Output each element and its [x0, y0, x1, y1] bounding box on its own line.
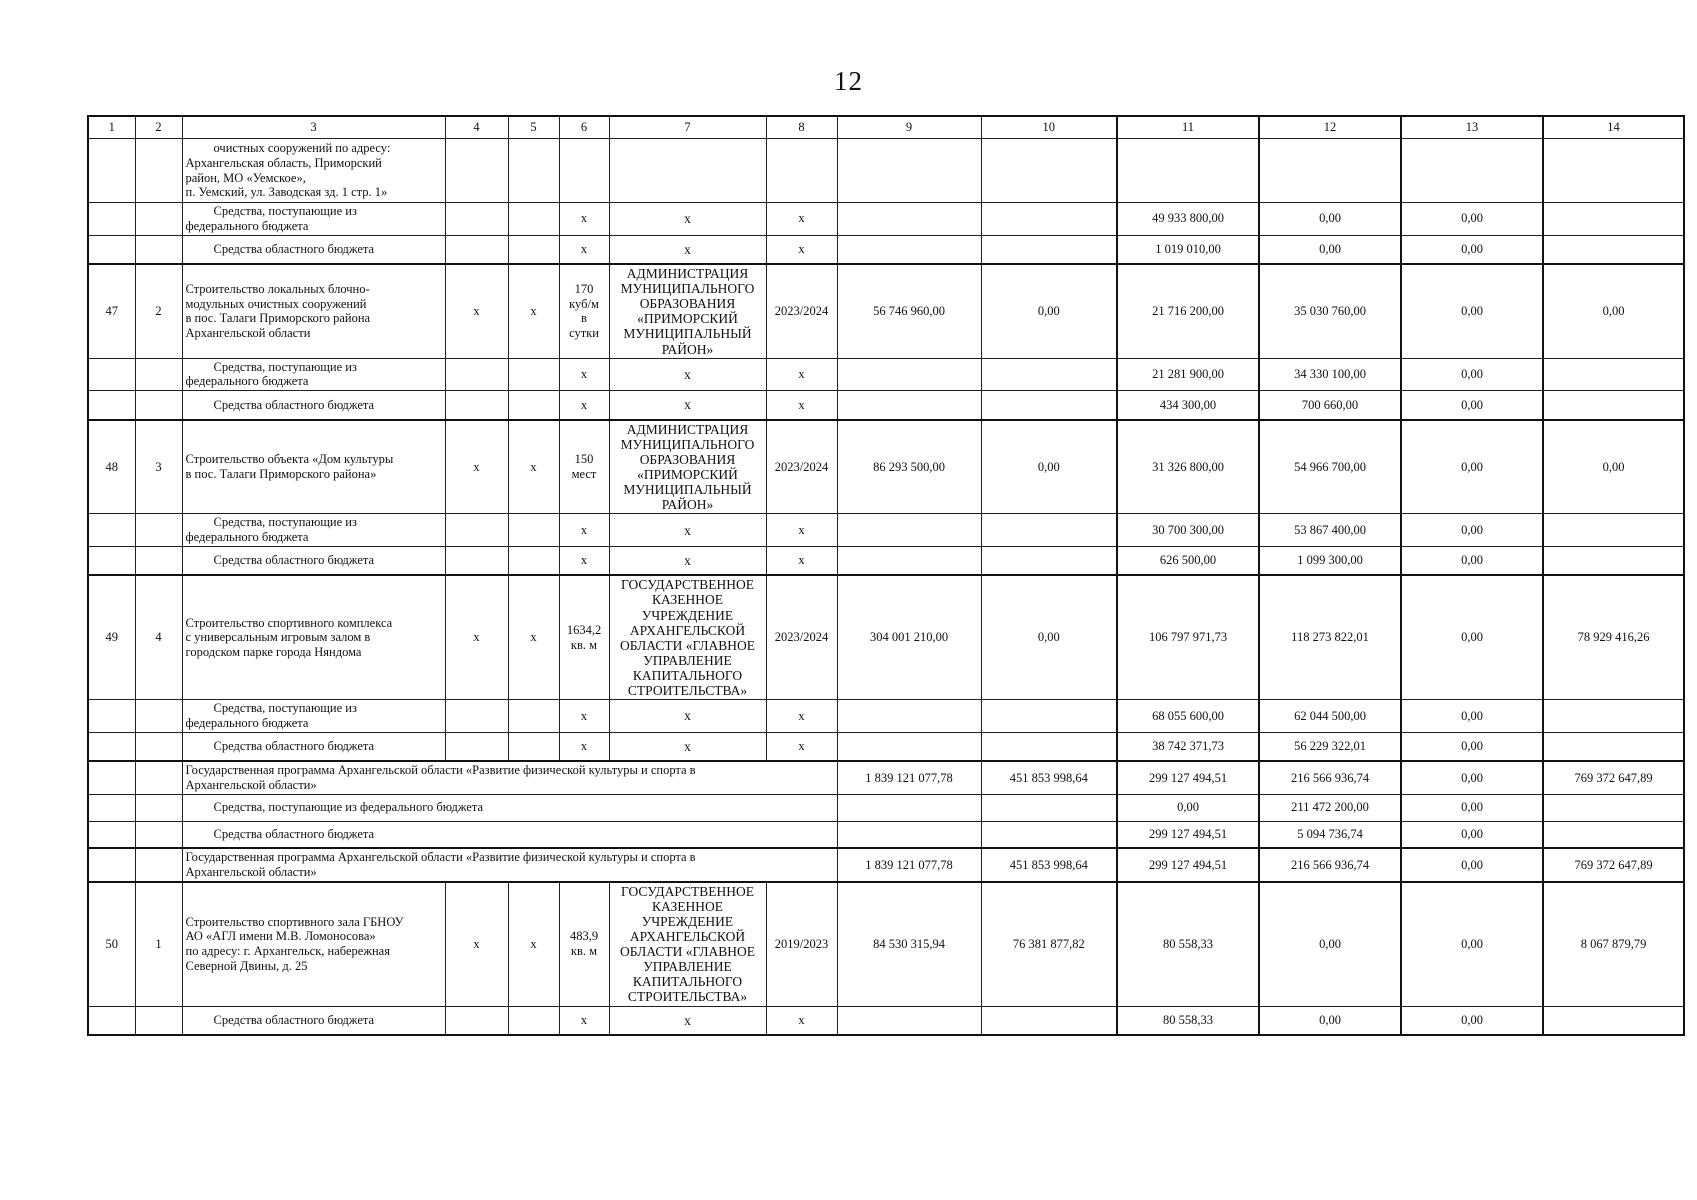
cell-col-10: 451 853 998,64: [981, 761, 1117, 794]
cell-col-3: Средства областного бюджета: [182, 1006, 445, 1035]
cell-col-2: 1: [135, 882, 182, 1006]
cell-col-10: [981, 546, 1117, 575]
cell-col-3: Средства областного бюджета: [182, 546, 445, 575]
cell-col-8: 2023/2024: [766, 575, 837, 699]
cell-col-5: х: [508, 420, 559, 514]
cell-col-12: 34 330 100,00: [1259, 358, 1401, 391]
program-row: [88, 794, 1684, 821]
cell-col-12: 700 660,00: [1259, 391, 1401, 420]
cell-col-10: [981, 700, 1117, 733]
cell-col-10: [981, 391, 1117, 420]
cell-col-5: [508, 203, 559, 236]
funding-source-row: [88, 546, 1684, 575]
object-row: [88, 420, 1684, 514]
cell-col-9: [837, 514, 981, 547]
cell-col-8: х: [766, 203, 837, 236]
cell-col-1: 49: [88, 575, 135, 699]
cell-col-11: 626 500,00: [1117, 546, 1259, 575]
cell-col-7: [609, 139, 766, 203]
cell-col-8: 2023/2024: [766, 420, 837, 514]
cell-col-11: 106 797 971,73: [1117, 575, 1259, 699]
cell-col-6: 1634,2 кв. м: [559, 575, 609, 699]
cell-col-9: [837, 546, 981, 575]
object-row: [88, 882, 1684, 1006]
cell-col-9: 1 839 121 077,78: [837, 761, 981, 794]
cell-col-11: 299 127 494,51: [1117, 761, 1259, 794]
cell-col-13: 0,00: [1401, 882, 1543, 1006]
funding-source-row: [88, 1006, 1684, 1035]
cell-col-5: [508, 235, 559, 264]
cell-col-4: [445, 1006, 508, 1035]
cell-col-10: [981, 235, 1117, 264]
cell-col-9: 1 839 121 077,78: [837, 848, 981, 882]
column-header: 13: [1401, 116, 1543, 139]
cell-col-2: [135, 203, 182, 236]
cell-col-11: 31 326 800,00: [1117, 420, 1259, 514]
cell-col-9: [837, 203, 981, 236]
cell-col-11: 21 716 200,00: [1117, 264, 1259, 358]
cell-col-4: х: [445, 264, 508, 358]
cell-col-2: 2: [135, 264, 182, 358]
cell-col-5: [508, 358, 559, 391]
cell-col-9: 86 293 500,00: [837, 420, 981, 514]
column-header: 7: [609, 116, 766, 139]
cell-col-14: [1543, 821, 1684, 848]
cell-col-5: [508, 514, 559, 547]
cell-col-14: [1543, 203, 1684, 236]
cell-col-2: [135, 139, 182, 203]
cell-col-6: х: [559, 546, 609, 575]
cell-col-14: 78 929 416,26: [1543, 575, 1684, 699]
cell-col-8: х: [766, 391, 837, 420]
program-title: Государственная программа Архангельской области «Развитие физической культуры и спорта в Архангельской области»: [182, 848, 837, 882]
cell-col-7: х: [609, 546, 766, 575]
cell-col-3: Средства областного бюджета: [182, 235, 445, 264]
cell-col-8: х: [766, 358, 837, 391]
cell-col-1: 48: [88, 420, 135, 514]
column-header: 11: [1117, 116, 1259, 139]
cell-col-12: 53 867 400,00: [1259, 514, 1401, 547]
cell-col-1: 47: [88, 264, 135, 358]
cell-col-1: [88, 848, 135, 882]
program-row: [88, 848, 1684, 882]
funding-source-row: [88, 700, 1684, 733]
cell-col-12: 216 566 936,74: [1259, 848, 1401, 882]
cell-col-12: 211 472 200,00: [1259, 794, 1401, 821]
cell-col-11: 38 742 371,73: [1117, 732, 1259, 761]
cell-col-3: Строительство спортивного комплекса с универсальным игровым залом в городском парке города Няндома: [182, 575, 445, 699]
cell-col-12: 118 273 822,01: [1259, 575, 1401, 699]
cell-col-14: 769 372 647,89: [1543, 761, 1684, 794]
page-number: 12: [834, 66, 863, 96]
cell-col-6: 483,9 кв. м: [559, 882, 609, 1006]
cell-col-4: х: [445, 420, 508, 514]
cell-col-3: Средства, поступающие из федерального бюджета: [182, 700, 445, 733]
cell-col-4: [445, 391, 508, 420]
cell-col-6: х: [559, 1006, 609, 1035]
cell-col-7: х: [609, 732, 766, 761]
cell-col-9: 84 530 315,94: [837, 882, 981, 1006]
cell-col-11: 68 055 600,00: [1117, 700, 1259, 733]
funding-source-row: [88, 732, 1684, 761]
cell-col-8: х: [766, 546, 837, 575]
cell-col-5: [508, 391, 559, 420]
cell-col-7: х: [609, 358, 766, 391]
cell-col-14: [1543, 139, 1684, 203]
cell-col-6: х: [559, 514, 609, 547]
cell-col-12: 35 030 760,00: [1259, 264, 1401, 358]
cell-col-13: 0,00: [1401, 235, 1543, 264]
cell-col-14: [1543, 358, 1684, 391]
cell-col-11: 299 127 494,51: [1117, 848, 1259, 882]
cell-col-14: [1543, 700, 1684, 733]
cell-col-6: 150 мест: [559, 420, 609, 514]
cell-col-2: [135, 848, 182, 882]
cell-col-11: 30 700 300,00: [1117, 514, 1259, 547]
cell-col-1: [88, 391, 135, 420]
program-title: Государственная программа Архангельской области «Развитие физической культуры и спорта в Архангельской области»: [182, 761, 837, 794]
cell-col-13: 0,00: [1401, 391, 1543, 420]
program-title: Средства областного бюджета: [182, 821, 837, 848]
funding-source-row: [88, 235, 1684, 264]
cell-col-9: [837, 235, 981, 264]
column-header: 3: [182, 116, 445, 139]
column-header: 8: [766, 116, 837, 139]
cell-col-4: [445, 139, 508, 203]
cell-col-8: х: [766, 235, 837, 264]
cell-col-6: 170 куб/м в сутки: [559, 264, 609, 358]
cell-col-13: 0,00: [1401, 546, 1543, 575]
cell-col-1: 50: [88, 882, 135, 1006]
cell-col-6: х: [559, 732, 609, 761]
cell-col-12: 0,00: [1259, 235, 1401, 264]
object-row: [88, 575, 1684, 699]
cell-col-10: [981, 139, 1117, 203]
cell-col-6: х: [559, 358, 609, 391]
cell-col-8: х: [766, 732, 837, 761]
column-header: 10: [981, 116, 1117, 139]
cell-col-3: Средства, поступающие из федерального бюджета: [182, 514, 445, 547]
cell-col-12: 1 099 300,00: [1259, 546, 1401, 575]
cell-col-1: [88, 203, 135, 236]
cell-col-2: 4: [135, 575, 182, 699]
cell-col-10: [981, 732, 1117, 761]
cell-col-9: 304 001 210,00: [837, 575, 981, 699]
cell-col-10: [981, 514, 1117, 547]
cell-col-5: [508, 139, 559, 203]
cell-col-2: [135, 794, 182, 821]
cell-col-1: [88, 235, 135, 264]
cell-col-2: [135, 700, 182, 733]
cell-col-1: [88, 358, 135, 391]
object-row: [88, 264, 1684, 358]
funding-source-row: [88, 139, 1684, 203]
cell-col-5: [508, 700, 559, 733]
program-title: Средства, поступающие из федерального бюджета: [182, 794, 837, 821]
cell-col-13: 0,00: [1401, 420, 1543, 514]
cell-col-14: 769 372 647,89: [1543, 848, 1684, 882]
cell-col-9: [837, 391, 981, 420]
column-header: 9: [837, 116, 981, 139]
cell-col-4: [445, 235, 508, 264]
cell-col-2: [135, 391, 182, 420]
cell-col-13: 0,00: [1401, 732, 1543, 761]
cell-col-10: [981, 1006, 1117, 1035]
cell-col-11: 49 933 800,00: [1117, 203, 1259, 236]
cell-col-7: АДМИНИСТРАЦИЯ МУНИЦИПАЛЬНОГО ОБРАЗОВАНИЯ «ПРИМОРСКИЙ МУНИЦИПАЛЬНЫЙ РАЙОН»: [609, 420, 766, 514]
cell-col-9: [837, 139, 981, 203]
cell-col-4: [445, 514, 508, 547]
cell-col-11: 80 558,33: [1117, 1006, 1259, 1035]
cell-col-14: 0,00: [1543, 420, 1684, 514]
cell-col-7: ГОСУДАРСТВЕННОЕ КАЗЕННОЕ УЧРЕЖДЕНИЕ АРХАНГЕЛЬСКОЙ ОБЛАСТИ «ГЛАВНОЕ УПРАВЛЕНИЕ КАПИТАЛЬНОГО СТРОИТЕЛЬСТВА»: [609, 575, 766, 699]
cell-col-5: [508, 546, 559, 575]
cell-col-5: [508, 1006, 559, 1035]
cell-col-13: 0,00: [1401, 761, 1543, 794]
cell-col-2: [135, 821, 182, 848]
funding-source-row: [88, 514, 1684, 547]
cell-col-1: [88, 794, 135, 821]
cell-col-7: х: [609, 1006, 766, 1035]
cell-col-6: [559, 139, 609, 203]
cell-col-11: 299 127 494,51: [1117, 821, 1259, 848]
cell-col-7: х: [609, 203, 766, 236]
cell-col-1: [88, 139, 135, 203]
cell-col-1: [88, 1006, 135, 1035]
cell-col-8: 2019/2023: [766, 882, 837, 1006]
cell-col-3: Средства, поступающие из федерального бюджета: [182, 358, 445, 391]
cell-col-2: [135, 235, 182, 264]
cell-col-12: 0,00: [1259, 203, 1401, 236]
cell-col-14: [1543, 1006, 1684, 1035]
cell-col-11: 0,00: [1117, 794, 1259, 821]
cell-col-3: Средства областного бюджета: [182, 391, 445, 420]
cell-col-12: 216 566 936,74: [1259, 761, 1401, 794]
cell-col-12: 56 229 322,01: [1259, 732, 1401, 761]
cell-col-14: [1543, 514, 1684, 547]
cell-col-4: х: [445, 882, 508, 1006]
cell-col-7: АДМИНИСТРАЦИЯ МУНИЦИПАЛЬНОГО ОБРАЗОВАНИЯ «ПРИМОРСКИЙ МУНИЦИПАЛЬНЫЙ РАЙОН»: [609, 264, 766, 358]
cell-col-13: 0,00: [1401, 821, 1543, 848]
cell-col-14: [1543, 391, 1684, 420]
cell-col-10: 0,00: [981, 420, 1117, 514]
cell-col-13: 0,00: [1401, 700, 1543, 733]
cell-col-1: [88, 700, 135, 733]
cell-col-11: 21 281 900,00: [1117, 358, 1259, 391]
cell-col-9: [837, 794, 981, 821]
cell-col-9: [837, 700, 981, 733]
cell-col-4: [445, 203, 508, 236]
cell-col-12: 62 044 500,00: [1259, 700, 1401, 733]
column-header: 6: [559, 116, 609, 139]
cell-col-13: [1401, 139, 1543, 203]
cell-col-13: 0,00: [1401, 264, 1543, 358]
cell-col-1: [88, 546, 135, 575]
cell-col-4: [445, 732, 508, 761]
cell-col-1: [88, 514, 135, 547]
cell-col-8: [766, 139, 837, 203]
cell-col-10: [981, 794, 1117, 821]
cell-col-6: х: [559, 700, 609, 733]
cell-col-2: [135, 732, 182, 761]
program-row: [88, 761, 1684, 794]
cell-col-12: 0,00: [1259, 1006, 1401, 1035]
cell-col-3: Средства областного бюджета: [182, 732, 445, 761]
cell-col-6: х: [559, 203, 609, 236]
cell-col-14: [1543, 235, 1684, 264]
cell-col-3: Средства, поступающие из федерального бюджета: [182, 203, 445, 236]
cell-col-13: 0,00: [1401, 794, 1543, 821]
cell-col-14: [1543, 794, 1684, 821]
cell-col-7: х: [609, 700, 766, 733]
cell-col-9: 56 746 960,00: [837, 264, 981, 358]
funding-source-row: [88, 391, 1684, 420]
cell-col-14: 0,00: [1543, 264, 1684, 358]
cell-col-10: 0,00: [981, 575, 1117, 699]
cell-col-1: [88, 732, 135, 761]
cell-col-13: 0,00: [1401, 203, 1543, 236]
cell-col-3: Строительство объекта «Дом культуры в пос. Талаги Приморского района»: [182, 420, 445, 514]
column-header: 4: [445, 116, 508, 139]
cell-col-14: 8 067 879,79: [1543, 882, 1684, 1006]
cell-col-1: [88, 821, 135, 848]
cell-col-7: ГОСУДАРСТВЕННОЕ КАЗЕННОЕ УЧРЕЖДЕНИЕ АРХАНГЕЛЬСКОЙ ОБЛАСТИ «ГЛАВНОЕ УПРАВЛЕНИЕ КАПИТАЛЬНОГО СТРОИТЕЛЬСТВА»: [609, 882, 766, 1006]
cell-col-7: х: [609, 514, 766, 547]
cell-col-2: [135, 761, 182, 794]
cell-col-2: [135, 546, 182, 575]
cell-col-7: х: [609, 235, 766, 264]
cell-col-4: [445, 700, 508, 733]
cell-col-6: х: [559, 391, 609, 420]
cell-col-12: [1259, 139, 1401, 203]
cell-col-13: 0,00: [1401, 848, 1543, 882]
cell-col-12: 54 966 700,00: [1259, 420, 1401, 514]
cell-col-8: 2023/2024: [766, 264, 837, 358]
cell-col-4: [445, 546, 508, 575]
cell-col-10: 0,00: [981, 264, 1117, 358]
cell-col-10: [981, 358, 1117, 391]
funding-source-row: [88, 203, 1684, 236]
column-header: 14: [1543, 116, 1684, 139]
cell-col-9: [837, 732, 981, 761]
cell-col-10: [981, 203, 1117, 236]
column-header: 12: [1259, 116, 1401, 139]
cell-col-10: [981, 821, 1117, 848]
cell-col-13: 0,00: [1401, 1006, 1543, 1035]
cell-col-12: 5 094 736,74: [1259, 821, 1401, 848]
cell-col-5: х: [508, 264, 559, 358]
program-row: [88, 821, 1684, 848]
cell-col-11: [1117, 139, 1259, 203]
column-header-row: [88, 116, 1684, 139]
column-header: 2: [135, 116, 182, 139]
cell-col-13: 0,00: [1401, 358, 1543, 391]
cell-col-13: 0,00: [1401, 575, 1543, 699]
cell-col-8: х: [766, 700, 837, 733]
cell-col-3: Строительство локальных блочно- модульных очистных сооружений в пос. Талаги Приморского района Архангельской области: [182, 264, 445, 358]
column-header: 5: [508, 116, 559, 139]
cell-col-9: [837, 358, 981, 391]
funding-source-row: [88, 358, 1684, 391]
cell-col-7: х: [609, 391, 766, 420]
cell-col-13: 0,00: [1401, 514, 1543, 547]
cell-col-2: [135, 358, 182, 391]
cell-col-2: 3: [135, 420, 182, 514]
cell-col-10: 76 381 877,82: [981, 882, 1117, 1006]
cell-col-14: [1543, 732, 1684, 761]
column-header: 1: [88, 116, 135, 139]
cell-col-9: [837, 1006, 981, 1035]
cell-col-12: 0,00: [1259, 882, 1401, 1006]
cell-col-8: х: [766, 514, 837, 547]
cell-col-3: очистных сооружений по адресу: Архангельская область, Приморский район, МО «Уемское», п. Уемский, ул. Заводская зд. 1 стр. 1»: [182, 139, 445, 203]
cell-col-1: [88, 761, 135, 794]
cell-col-10: 451 853 998,64: [981, 848, 1117, 882]
cell-col-5: [508, 732, 559, 761]
cell-col-14: [1543, 546, 1684, 575]
cell-col-5: х: [508, 575, 559, 699]
cell-col-2: [135, 514, 182, 547]
cell-col-9: [837, 821, 981, 848]
cell-col-5: х: [508, 882, 559, 1006]
cell-col-11: 1 019 010,00: [1117, 235, 1259, 264]
cell-col-2: [135, 1006, 182, 1035]
cell-col-4: х: [445, 575, 508, 699]
budget-table: [87, 115, 1685, 1036]
cell-col-6: х: [559, 235, 609, 264]
cell-col-11: 80 558,33: [1117, 882, 1259, 1006]
cell-col-4: [445, 358, 508, 391]
cell-col-3: Строительство спортивного зала ГБНОУ АО «АГЛ имени М.В. Ломоносова» по адресу: г. Архангельск, набережная Северной Двины, д. 25: [182, 882, 445, 1006]
cell-col-8: х: [766, 1006, 837, 1035]
cell-col-11: 434 300,00: [1117, 391, 1259, 420]
